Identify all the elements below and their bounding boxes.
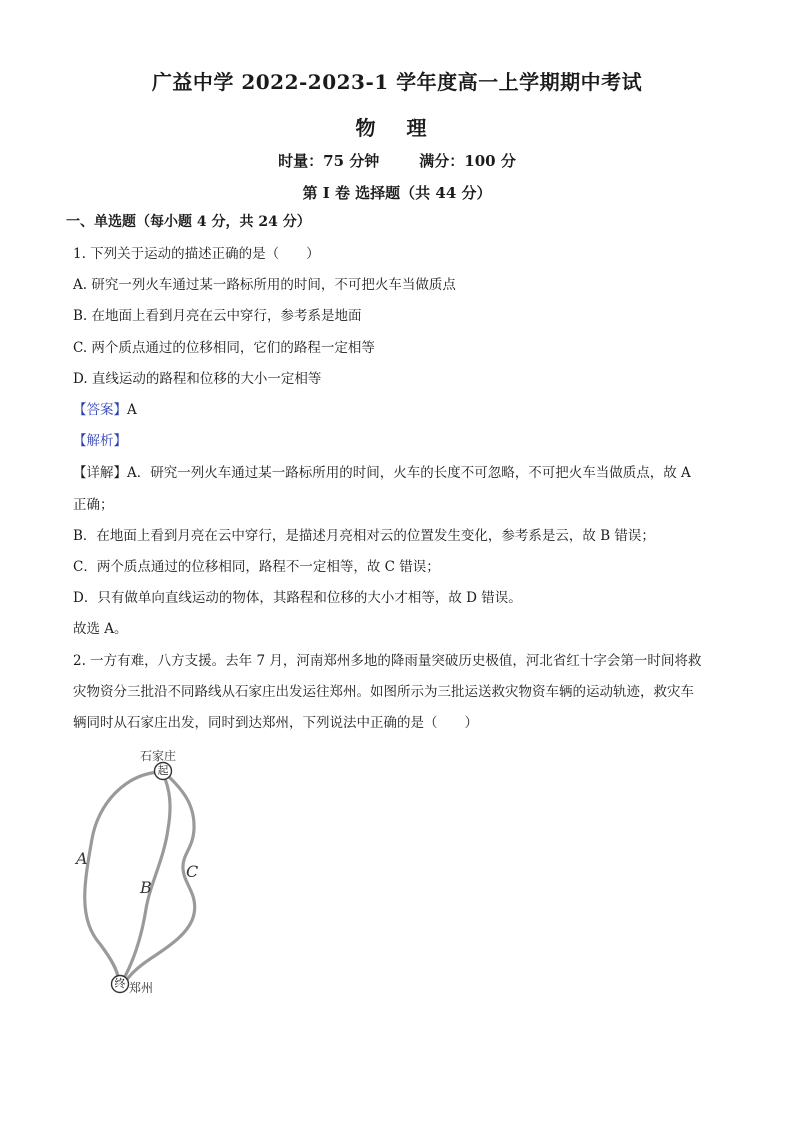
- detail-tag: 【详解】: [73, 465, 127, 481]
- q2-stem-line: 灾物资分三批沿不同路线从石家庄出发运往郑州。如图所示为三批运送救灾物资车辆的运动轨迹，救灾车: [73, 684, 694, 700]
- route-map-figure: [70, 744, 210, 999]
- q1-answer: [73, 400, 137, 420]
- part-heading: 一、单选题（每小题 4 分，共 24 分）: [66, 214, 311, 230]
- route-a-label: A: [76, 849, 88, 868]
- section-title: 第 I 卷 选择题（共 44 分）: [302, 184, 492, 202]
- answer-value: A: [127, 402, 137, 418]
- subject-title: 物 理: [355, 116, 439, 140]
- q1-option-a: A. 研究一列火车通过某一路标所用的时间，不可把火车当做质点: [73, 277, 456, 293]
- q1-option-b: B. 在地面上看到月亮在云中穿行，参考系是地面: [73, 308, 362, 324]
- q1-detail-line: [73, 463, 691, 483]
- full-score: 满分：100 分: [419, 152, 516, 170]
- start-mark-text: 起: [157, 764, 169, 777]
- answer-tag: 【答案】: [73, 402, 127, 418]
- route-c-label: C: [186, 862, 199, 881]
- exam-title: 广益中学 2022-2023-1 学年度高一上学期期中考试: [151, 70, 643, 94]
- end-city-label: 郑州: [129, 981, 154, 995]
- analysis-tag: 【解析】: [73, 433, 127, 449]
- detail-text: A．研究一列火车通过某一路标所用的时间，火车的长度不可忽略，不可把火车当做质点，故 A: [127, 465, 691, 481]
- end-mark-text: 终: [114, 977, 126, 990]
- q1-detail-line: C．两个质点通过的位移相同，路程不一定相等，故 C 错误；: [73, 559, 440, 575]
- time-limit: 时量：75 分钟: [278, 152, 380, 170]
- q2-stem-line: 2. 一方有难，八方支援。去年 7 月，河南郑州多地的降雨量突破历史极值，河北省红十字会第一时间将救: [73, 653, 702, 669]
- q1-detail-line: 正确；: [73, 497, 114, 513]
- q2-stem-line: 辆同时从石家庄出发，同时到达郑州，下列说法中正确的是（ ）: [73, 715, 478, 731]
- exam-meta: [0, 150, 794, 171]
- q1-option-d: D. 直线运动的路程和位移的大小一定相等: [73, 371, 322, 387]
- q1-option-c: C. 两个质点通过的位移相同，它们的路程一定相等: [73, 340, 375, 356]
- q1-stem: 1. 下列关于运动的描述正确的是（ ）: [73, 246, 320, 262]
- route-b-label: B: [140, 878, 152, 897]
- q1-detail-line: D．只有做单向直线运动的物体，其路程和位移的大小才相等，故 D 错误。: [73, 590, 522, 606]
- start-city-label: 石家庄: [140, 749, 177, 763]
- q1-detail-line: B．在地面上看到月亮在云中穿行，是描述月亮相对云的位置发生变化，参考系是云，故 B 错误；: [73, 528, 655, 544]
- q1-conclusion: 故选 A。: [73, 621, 128, 637]
